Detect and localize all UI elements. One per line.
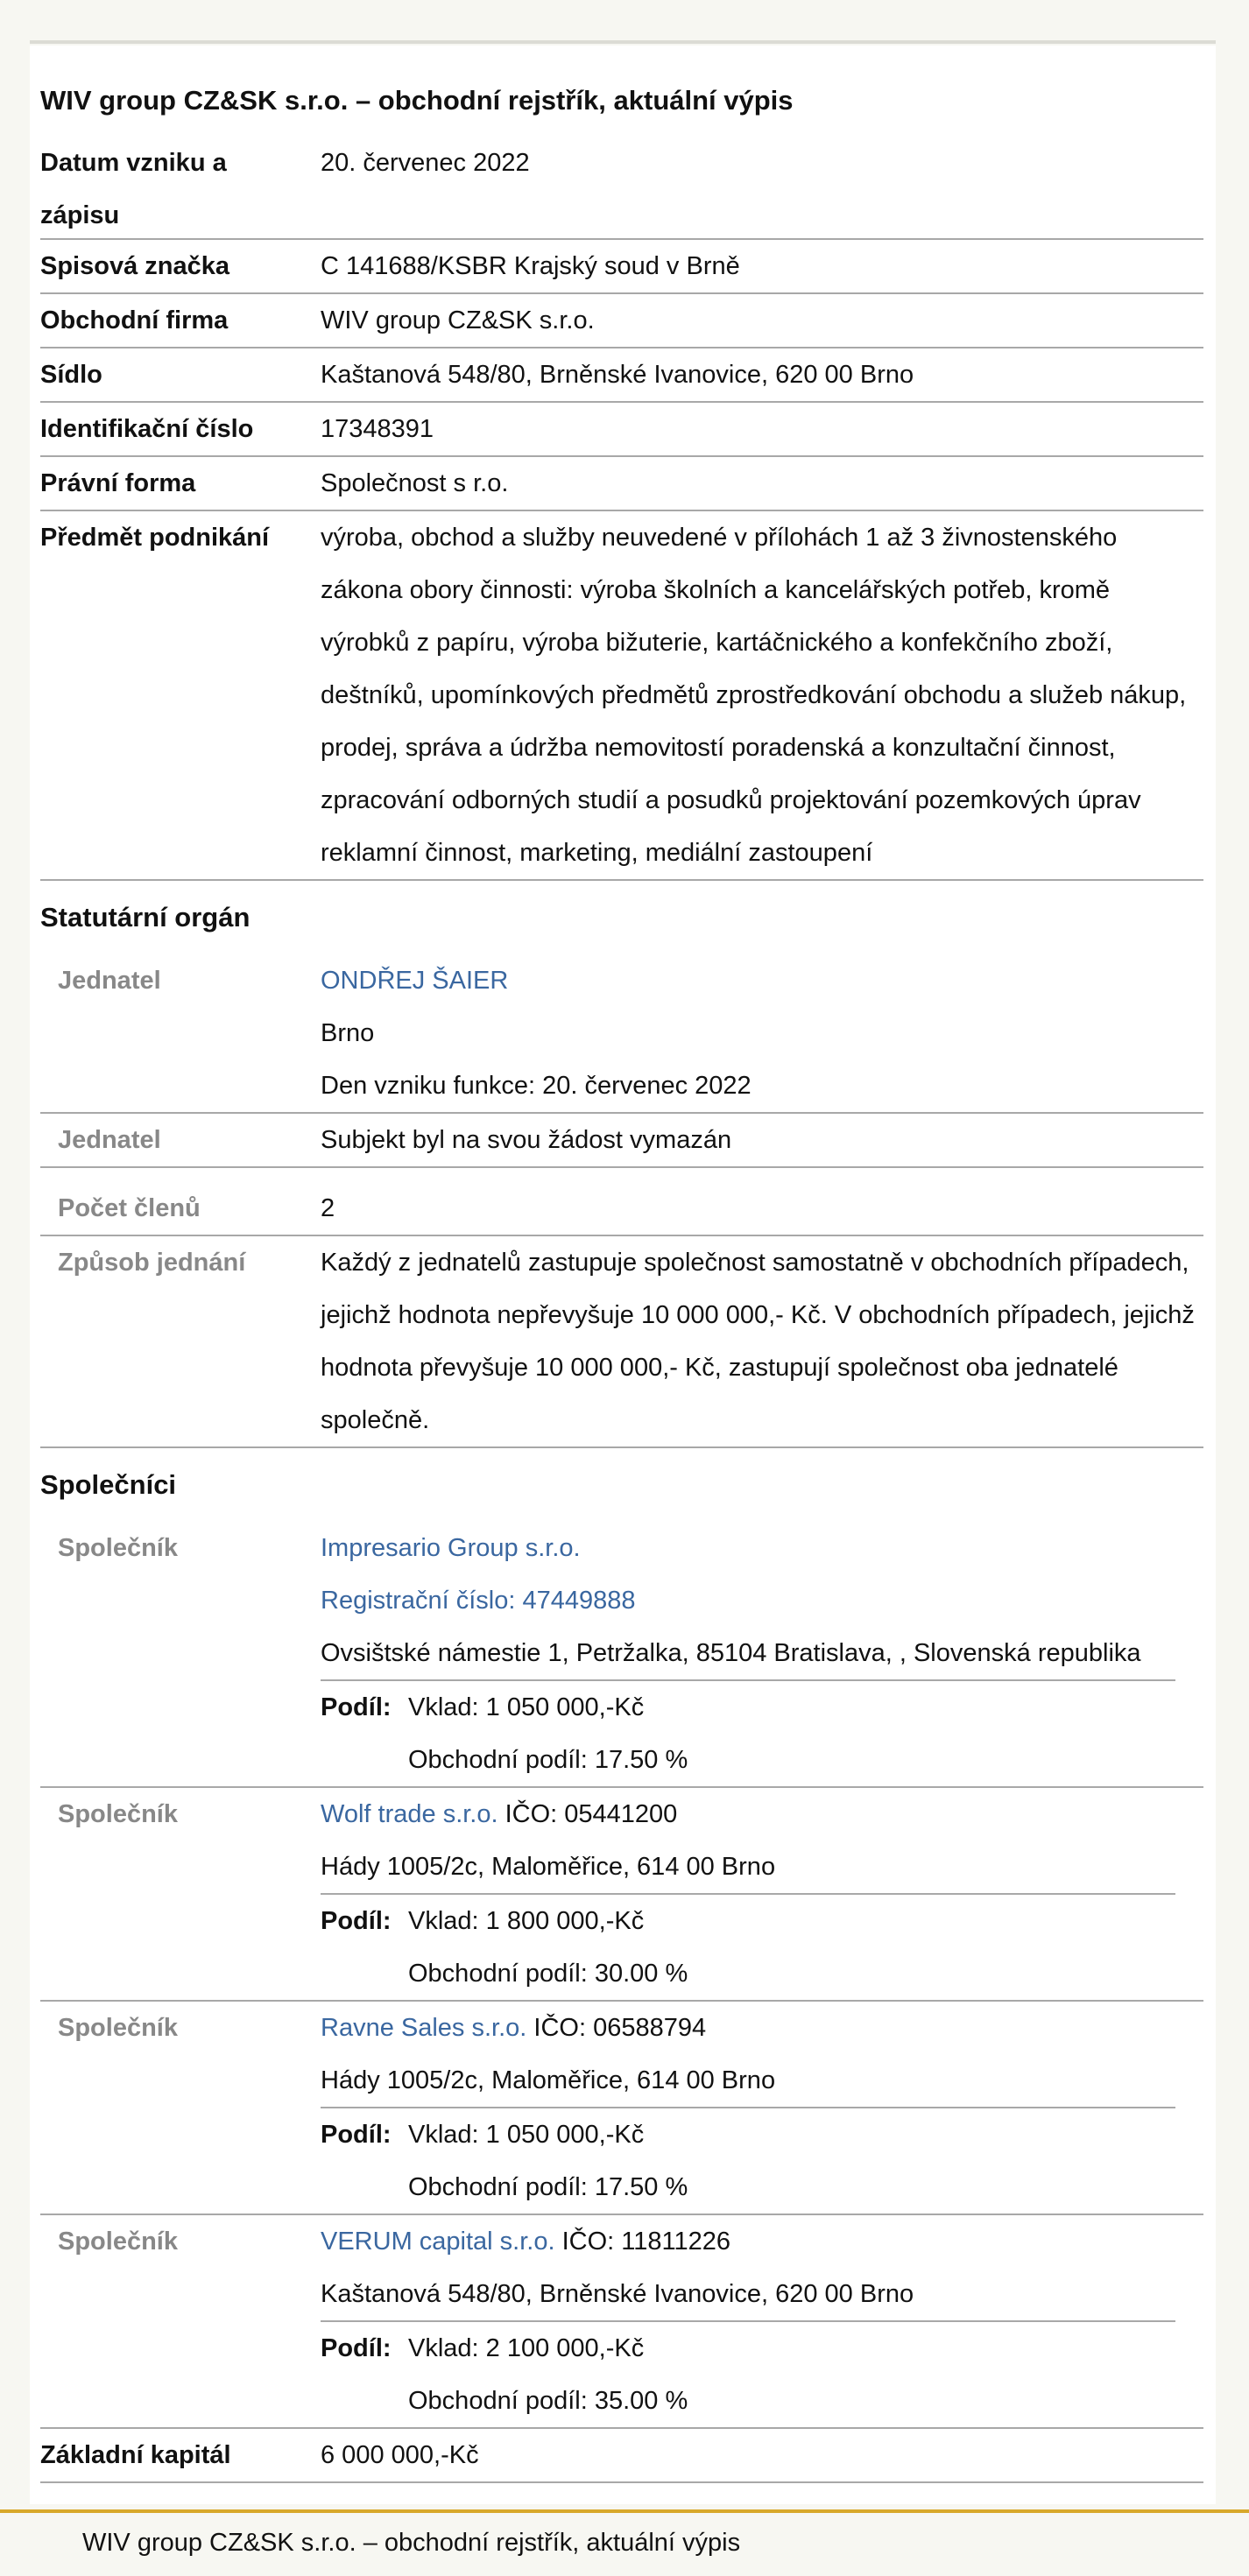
partner-row [40, 1522, 1203, 1788]
share-capital-label: Základní kapitál [40, 2441, 231, 2469]
row-file-number [40, 240, 1203, 294]
partner-label: Společník [58, 1800, 178, 1828]
partner-label: Společník [58, 2014, 178, 2042]
share-key: Podíl: [321, 2121, 392, 2149]
member-count-value: 2 [321, 1194, 335, 1222]
partner-name-link[interactable]: Wolf trade s.r.o. [321, 1800, 498, 1828]
partner-deposit: Vklad: 2 100 000,-Kč [408, 2334, 645, 2362]
partner-share-block [321, 2107, 1175, 2214]
partner-name-link[interactable]: VERUM capital s.r.o. [321, 2228, 555, 2256]
legal-form-value: Společnost s r.o. [321, 469, 509, 497]
row-member-count [40, 1182, 1203, 1236]
seat-label: Sídlo [40, 361, 102, 389]
partner-share: Obchodní podíl: 30.00 % [408, 1960, 688, 1988]
partner-row [40, 2002, 1203, 2215]
spacer [40, 1166, 1203, 1182]
date-label: Datum vzniku a zápisu [40, 149, 227, 229]
partner-deposit: Vklad: 1 050 000,-Kč [408, 1693, 645, 1721]
partner-share: Obchodní podíl: 35.00 % [408, 2387, 688, 2415]
partner-ico: IČO: 06588794 [526, 2014, 707, 2042]
director-2-value: Subjekt byl na svou žádost vymazán [321, 1126, 732, 1154]
ico-label: Identifikační číslo [40, 415, 254, 443]
row-director-2 [40, 1114, 1203, 1166]
partner-deposit: Vklad: 1 800 000,-Kč [408, 1907, 645, 1935]
row-legal-form [40, 457, 1203, 511]
director-1-since: Den vzniku funkce: 20. červenec 2022 [321, 1072, 752, 1100]
footer-text: WIV group CZ&SK s.r.o. – obchodní rejstřík, aktuální výpis [82, 2529, 741, 2557]
business-scope-label: Předmět podnikání [40, 524, 270, 552]
director-1-name-link[interactable]: ONDŘEJ ŠAIER [321, 967, 509, 995]
firm-label: Obchodní firma [40, 306, 229, 334]
partner-share-block [321, 1893, 1175, 2000]
acting-method-value: Každý z jednatelů zastupuje společnost samostatně v obchodních případech, jejichž hodnota nepřevyšuje 10 000 000,- Kč. V obchodních případech, jejichž hodnota převyšuje 10 000 000,- Kč, zastupují společnost oba jednatelé společně. [321, 1249, 1195, 1434]
ico-value: 17348391 [321, 415, 434, 443]
partner-name-link[interactable]: Ravne Sales s.r.o. [321, 2014, 527, 2042]
share-key: Podíl: [321, 1693, 392, 1721]
row-acting-method [40, 1236, 1203, 1448]
share-capital-value: 6 000 000,-Kč [321, 2441, 479, 2469]
row-date [40, 137, 1203, 240]
registry-extract-card [30, 46, 1216, 2504]
page-title: WIV group CZ&SK s.r.o. – obchodní rejstřík, aktuální výpis [40, 85, 794, 116]
partner-ico: IČO: 11811226 [554, 2228, 730, 2256]
partner-label: Společník [58, 2228, 178, 2256]
partner-address: Ovsištské námestie 1, Petržalka, 85104 Bratislava, , Slovenská republika [321, 1639, 1141, 1667]
partner-deposit: Vklad: 1 050 000,-Kč [408, 2121, 645, 2149]
firm-value: WIV group CZ&SK s.r.o. [321, 306, 595, 334]
row-seat [40, 348, 1203, 403]
director-2-label: Jednatel [58, 1126, 161, 1154]
business-scope-value: výroba, obchod a služby neuvedené v přílohách 1 až 3 živnostenského zákona obory činnosti: výroba školních a kancelářských potřeb, kromě výrobků z papíru, výroba bižuterie, kartáčnického a konfekčního zboží, deštníků, upomínkových předmětů zprostředkování obchodu a služeb nákup, prodej, správa a údržba nemovitostí poradenská a konzultační činnost, zpracování odborných studií a posudků projektování pozemkových úprav reklamní činnost, marketing, mediální zastoupení [321, 524, 1187, 867]
partner-share-block [321, 1679, 1175, 1786]
file-number-label: Spisová značka [40, 252, 229, 280]
partner-share-block [321, 2320, 1175, 2427]
partner-ico: IČO: 05441200 [497, 1800, 678, 1828]
partner-registration-link[interactable]: Registrační číslo: 47449888 [321, 1587, 636, 1615]
legal-form-label: Právní forma [40, 469, 196, 497]
file-number-value: C 141688/KSBR Krajský soud v Brně [321, 252, 740, 280]
share-key: Podíl: [321, 2334, 392, 2362]
director-1-city: Brno [321, 1019, 375, 1047]
member-count-label: Počet členů [58, 1194, 201, 1222]
row-director-1 [40, 954, 1203, 1114]
partner-share: Obchodní podíl: 17.50 % [408, 2173, 688, 2201]
row-share-capital [40, 2429, 1203, 2483]
share-key: Podíl: [321, 1907, 392, 1935]
partners-heading: Společníci [40, 1469, 177, 1500]
top-divider [30, 40, 1216, 44]
partner-address: Kaštanová 548/80, Brněnské Ivanovice, 620 00 Brno [321, 2280, 914, 2308]
footer [0, 2509, 1249, 2576]
partner-name-link[interactable]: Impresario Group s.r.o. [321, 1534, 581, 1562]
row-ico [40, 403, 1203, 457]
director-1-label: Jednatel [58, 967, 161, 995]
partner-row [40, 1788, 1203, 2002]
partner-address: Hády 1005/2c, Maloměřice, 614 00 Brno [321, 1853, 776, 1881]
partner-address: Hády 1005/2c, Maloměřice, 614 00 Brno [321, 2066, 776, 2094]
partner-label: Společník [58, 1534, 178, 1562]
acting-method-label: Způsob jednání [58, 1249, 246, 1277]
row-business-scope [40, 511, 1203, 881]
seat-value: Kaštanová 548/80, Brněnské Ivanovice, 620 00 Brno [321, 361, 914, 389]
statutory-heading: Statutární orgán [40, 902, 251, 933]
row-firm [40, 294, 1203, 348]
partner-row [40, 2215, 1203, 2429]
partner-share: Obchodní podíl: 17.50 % [408, 1746, 688, 1774]
date-value: 20. červenec 2022 [321, 149, 530, 177]
